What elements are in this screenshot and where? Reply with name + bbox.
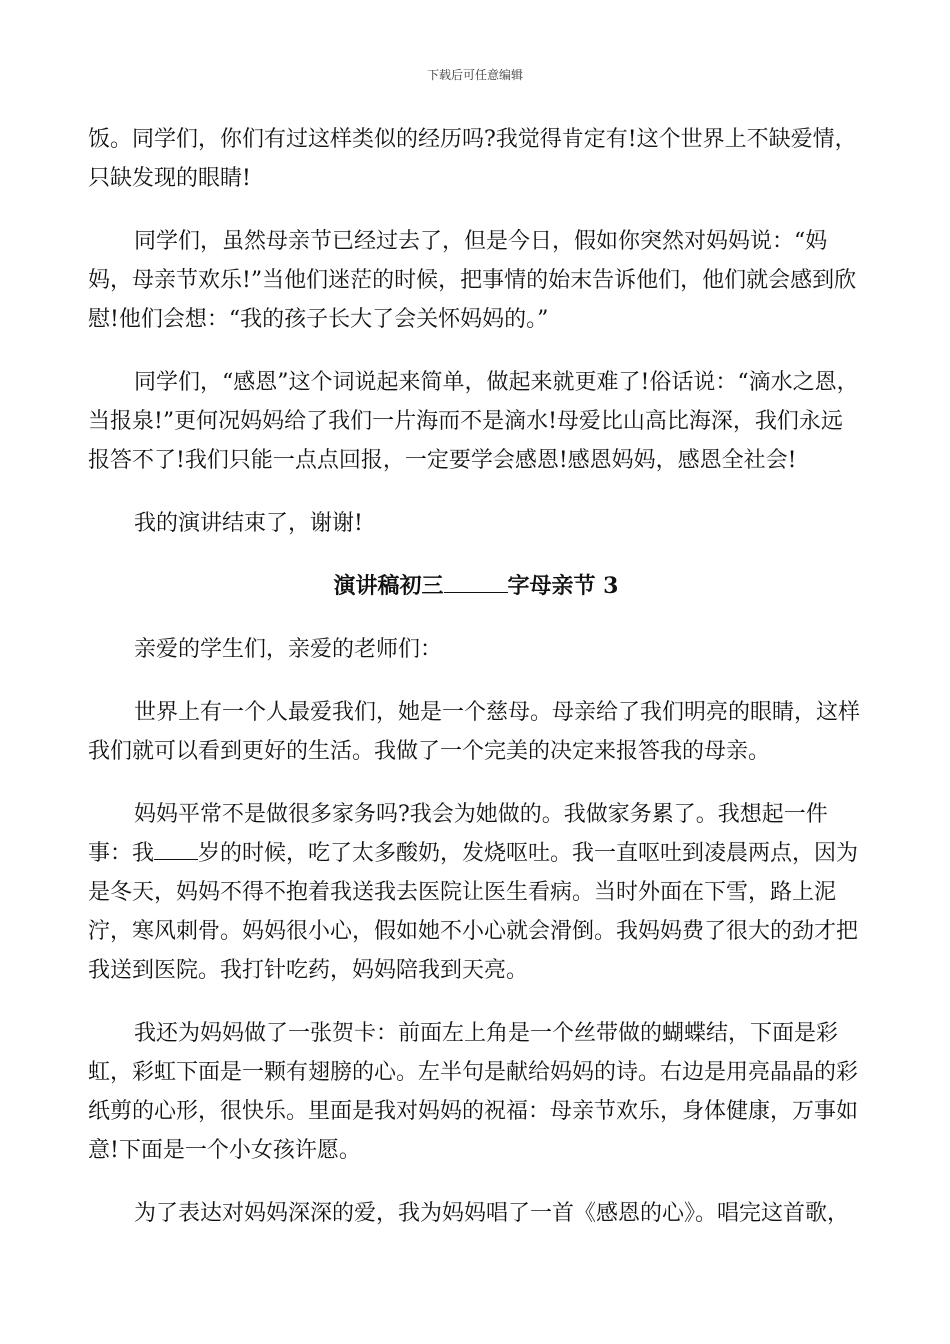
section-title xyxy=(88,567,864,606)
paragraph: 饭。同学们，你们有过这样类似的经历吗?我觉得肯定有!这个世界上不缺爱情，只缺发现的眼睛! xyxy=(88,127,857,191)
paragraph-part: 岁的时候，吃了太多酸奶，发烧呕吐。我一直呕吐到凌晨两点，因为是冬天，妈妈不得不抱着我送我去医院让医生看病。当时外面在下雪，路上泥泞，寒风刺骨。妈妈很小心，假如她不小心就会滑倒。我妈妈费了很大的劲才把我送到医院。我打针吃药，妈妈陪我到天亮。 xyxy=(88,841,859,983)
paragraph: 为了表达对妈妈深深的爱，我为妈妈唱了一首《感恩的心》。唱完这首歌， xyxy=(134,1201,850,1226)
paragraph: 同学们，虽然母亲节已经过去了，但是今日，假如你突然对妈妈说：“妈妈，母亲节欢乐!”当他们迷茫的时候，把事情的始末告诉他们，他们就会感到欣慰!他们会想：“我的孩子长大了会关怀妈妈的。” xyxy=(88,229,857,332)
page-header-note: 下载后可任意编辑 xyxy=(426,68,523,82)
section-title-prefix: 演讲稿初三 xyxy=(333,573,444,599)
paragraph: 我还为妈妈做了一张贺卡：前面左上角是一个丝带做的蝴蝶结，下面是彩虹，彩虹下面是一颗有翅膀的心。左半句是献给妈妈的诗。右边是用亮晶晶的彩纸剪的心形，很快乐。里面是我对妈妈的祝福：母亲节欢乐，身体健康，万事如意!下面是一个小女孩许愿。 xyxy=(88,1021,859,1163)
paragraph xyxy=(88,795,864,990)
paragraph: 同学们，“感恩”这个词说起来简单，做起来就更难了!俗话说：“滴水之恩，当报泉!”更何况妈妈给了我们一片海而不是滴水!母爱比山高比海深，我们永远报答不了!我们只能一点点回报，一定要学会感恩!感恩妈妈，感恩全社会! xyxy=(88,370,859,473)
document-body xyxy=(88,120,864,1257)
fill-blank xyxy=(444,572,508,593)
paragraph: 我的演讲结束了，谢谢! xyxy=(134,511,363,536)
paragraph: 世界上有一个人最爱我们，她是一个慈母。母亲给了我们明亮的眼睛，这样我们就可以看到更好的生活。我做了一个完美的决定来报答我的母亲。 xyxy=(88,700,861,764)
fill-blank xyxy=(154,839,198,860)
section-title-suffix: 字母亲节 3 xyxy=(507,573,619,599)
paragraph-part: 妈妈平常不是做很多家务吗?我会为她做的。我做家务累了。我想起一件事：我 xyxy=(88,802,828,866)
paragraph: 亲爱的学生们，亲爱的老师们： xyxy=(134,637,443,662)
